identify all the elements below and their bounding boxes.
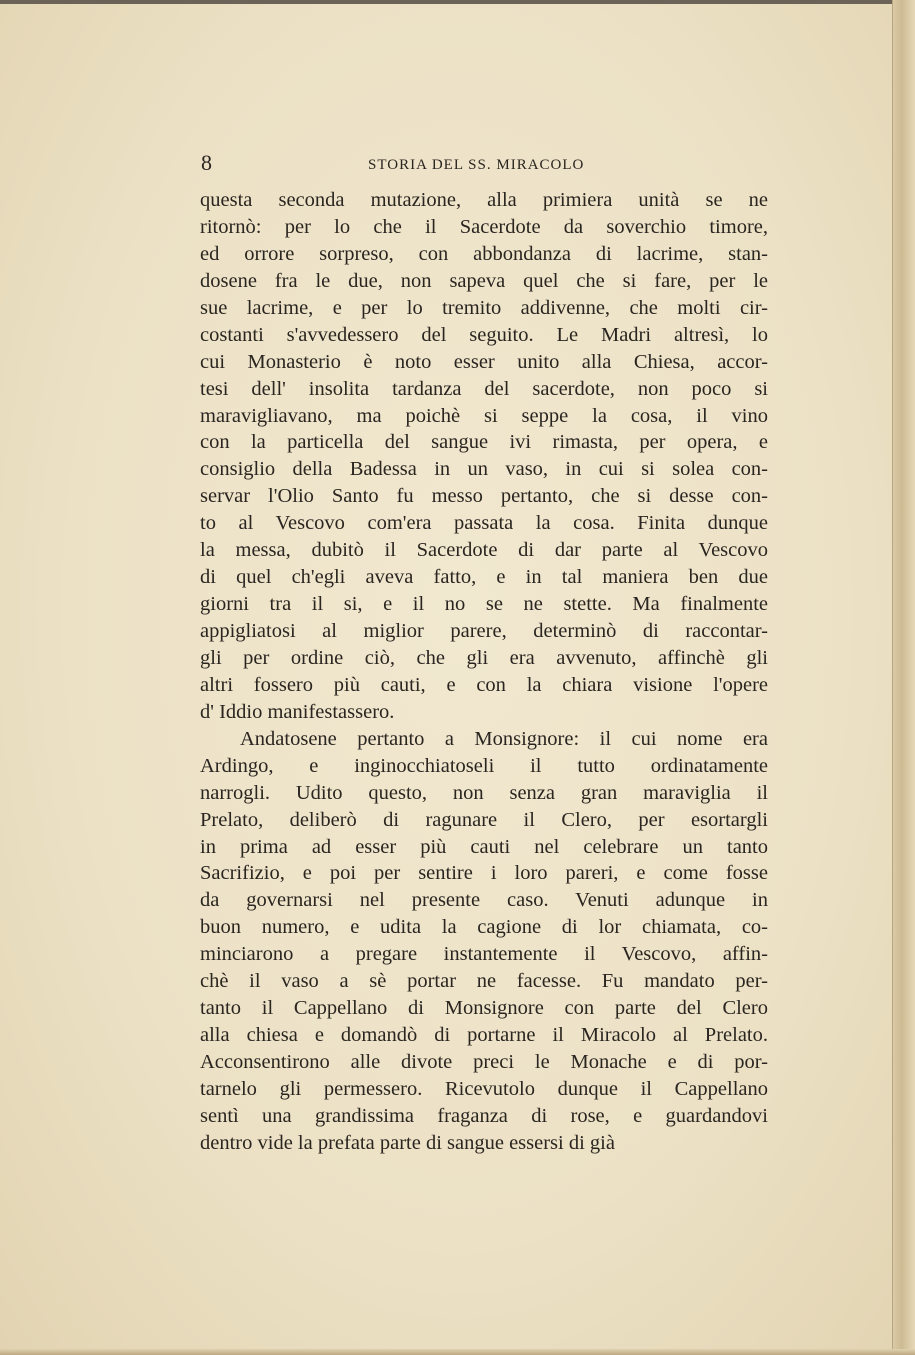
text-line: dentro vide la prefata parte di sangue essersi di già xyxy=(200,1131,615,1154)
text-line: ritornò: per lo che il Sacerdote da soverchio timore, xyxy=(200,215,768,238)
text-line: Prelato, deliberò di ragunare il Clero, per esortargli xyxy=(200,808,768,831)
text-line: Acconsentirono alle divote preci le Monache e di por- xyxy=(200,1051,768,1073)
page-bottom-edge xyxy=(0,1349,915,1355)
running-title: STORIA DEL SS. MIRACOLO xyxy=(368,157,585,173)
text-line: sue lacrime, e per lo tremito addivenne, che molti cir- xyxy=(200,296,768,319)
text-line: gli per ordine ciò, che gli era avvenuto, affinchè gli xyxy=(200,646,768,669)
text-line: tanto il Cappellano di Monsignore con parte del Clero xyxy=(200,997,768,1020)
text-line: altri fossero più cauti, e con la chiara visione l'opere xyxy=(200,673,768,696)
text-line: buon numero, e udita la cagione di lor chiamata, co- xyxy=(200,916,768,939)
text-line: chè il vaso a sè portar ne facesse. Fu mandato per- xyxy=(200,970,768,993)
text-line: appigliatosi al miglior parere, determinò di raccontar- xyxy=(200,620,768,642)
text-line: d' Iddio manifestassero. xyxy=(200,700,395,723)
page-right-edge xyxy=(892,0,915,1355)
text-line: to al Vescovo com'era passata la cosa. Finita dunque xyxy=(200,512,768,535)
text-line: tarnelo gli permessero. Ricevutolo dunque il Cappellano xyxy=(200,1077,768,1100)
text-line: ed orrore sorpreso, con abbondanza di lacrime, stan- xyxy=(200,242,768,265)
text-line: servar l'Olio Santo fu messo pertanto, che si desse con- xyxy=(200,485,768,508)
page-number: 8 xyxy=(201,150,212,175)
body-text xyxy=(200,187,768,1157)
paragraph xyxy=(200,187,768,726)
text-line: questa seconda mutazione, alla primiera unità se ne xyxy=(200,189,768,211)
text-line: alla chiesa e domandò di portarne il Miracolo al Prelato. xyxy=(200,1024,768,1047)
text-line: maravigliavano, ma poichè si seppe la cosa, il vino xyxy=(200,404,768,427)
text-line: costanti s'avvedessero del seguito. Le Madri altresì, lo xyxy=(200,323,768,346)
text-line: dosene fra le due, non sapeva quel che si fare, per le xyxy=(200,269,768,292)
text-line: narrogli. Udito questo, non senza gran maraviglia il xyxy=(200,781,768,804)
text-line: sentì una grandissima fraganza di rose, e guardandovi xyxy=(200,1104,768,1127)
text-line: consiglio della Badessa in un vaso, in cui si solea con- xyxy=(200,458,768,481)
text-line: di quel ch'egli aveva fatto, e in tal maniera ben due xyxy=(200,566,768,589)
text-line: da governarsi nel presente caso. Venuti adunque in xyxy=(200,889,768,912)
text-line: cui Monasterio è noto esser unito alla Chiesa, accor- xyxy=(200,350,768,373)
paragraph xyxy=(200,726,768,1157)
text-line: Ardingo, e inginocchiatoseli il tutto ordinatamente xyxy=(200,754,768,777)
text-line: minciarono a pregare instantemente il Vescovo, affin- xyxy=(200,943,768,966)
text-line: tesi dell' insolita tardanza del sacerdote, non poco si xyxy=(200,377,768,400)
text-line: in prima ad esser più cauti nel celebrare un tanto xyxy=(200,835,768,858)
text-line: giorni tra il si, e il no se ne stette. Ma finalmente xyxy=(200,593,768,616)
text-line: Sacrifizio, e poi per sentire i loro pareri, e come fosse xyxy=(200,862,768,885)
page-top-edge xyxy=(0,0,915,4)
text-line: Andatosene pertanto a Monsignore: il cui nome era xyxy=(240,727,768,750)
text-line: con la particella del sangue ivi rimasta, per opera, e xyxy=(200,431,768,454)
text-line: la messa, dubitò il Sacerdote di dar parte al Vescovo xyxy=(200,539,768,562)
